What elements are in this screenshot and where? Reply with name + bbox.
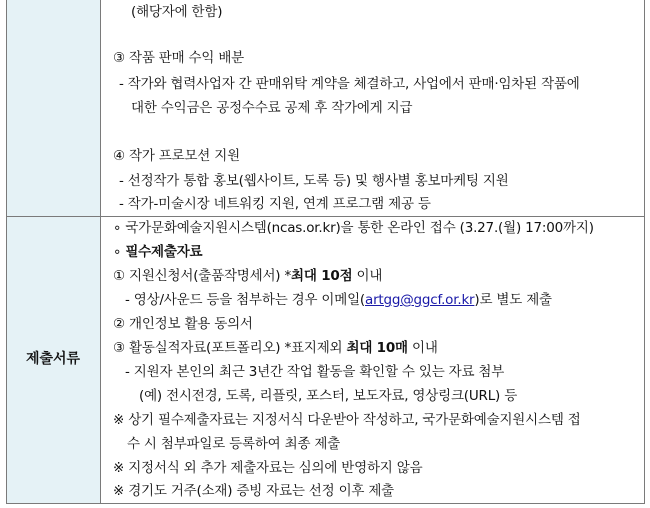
row2-line-7: - 지원자 본인의 최근 3년간 작업 활동을 확인할 수 있는 자료 첨부 <box>125 364 505 380</box>
row1-line-3: - 작가와 협력사업자 간 판매위탁 계약을 체결하고, 사업에서 판매·임차된 작품에 <box>119 76 580 92</box>
text-segment: ③ 활동실적자료(포트폴리오) *표지제외 <box>113 340 347 356</box>
row2-line-11: ※ 지정서식 외 추가 제출자료는 심의에 반영하지 않음 <box>113 460 423 476</box>
row1-line-4: 대한 수익금은 공정수수료 공제 후 작가에게 지급 <box>131 100 413 116</box>
text-segment: ① 지원신청서(출품작명세서) * <box>113 268 292 284</box>
row2-line-1: ∘ 국가문화예술지원시스템(ncas.or.kr)을 통한 온라인 접수 (3.27.(월) 17:00까지) <box>113 220 594 236</box>
table-column-divider <box>100 0 101 504</box>
submission-documents-label: 제출서류 <box>25 351 81 367</box>
row1-line-6: - 선정작가 통합 홍보(웹사이트, 도록 등) 및 행사별 홍보마케팅 지원 <box>119 173 509 189</box>
label-cell-row1 <box>6 0 100 216</box>
bullet: ∘ <box>113 244 126 260</box>
text-segment: 이내 <box>407 340 438 356</box>
row2-line-10: 수 시 첨부파일로 등록하여 최종 제출 <box>127 436 341 452</box>
row1-line-2: ③ 작품 판매 수익 배분 <box>113 50 244 66</box>
row2-line-2 <box>113 242 202 262</box>
max-count-bold: 최대 10점 <box>291 268 353 284</box>
table-row-divider <box>6 216 645 217</box>
row2-line-4 <box>125 290 552 310</box>
row2-line-12: ※ 경기도 거주(소재) 증빙 자료는 선정 이후 제출 <box>113 483 395 499</box>
table-left-border <box>6 0 7 504</box>
max-pages-bold: 최대 10매 <box>346 340 408 356</box>
table-right-border <box>644 0 645 504</box>
row2-line-3 <box>113 266 382 286</box>
row2-line-6 <box>113 338 438 358</box>
row1-line-1: (해당자에 한함) <box>131 4 223 20</box>
required-documents-heading: 필수제출자료 <box>125 244 203 260</box>
table-bottom-border <box>6 503 645 504</box>
email-link[interactable]: artgg@ggcf.or.kr <box>365 292 475 308</box>
row2-line-8: (예) 전시전경, 도록, 리플릿, 포스터, 보도자료, 영상링크(URL) 등 <box>139 388 518 404</box>
text-segment: )로 별도 제출 <box>474 292 552 308</box>
document-table <box>6 0 645 504</box>
row2-line-9: ※ 상기 필수제출자료는 지정서식 다운받아 작성하고, 국가문화예술지원시스템 접 <box>113 412 581 428</box>
text-segment: 이내 <box>352 268 383 284</box>
row1-line-7: - 작가-미술시장 네트워킹 지원, 연계 프로그램 제공 등 <box>119 196 431 212</box>
text-segment: - 영상/사운드 등을 첨부하는 경우 이메일( <box>125 292 365 308</box>
row2-line-5: ② 개인정보 활용 동의서 <box>113 316 253 332</box>
row1-line-5: ④ 작가 프로모션 지원 <box>113 148 240 164</box>
